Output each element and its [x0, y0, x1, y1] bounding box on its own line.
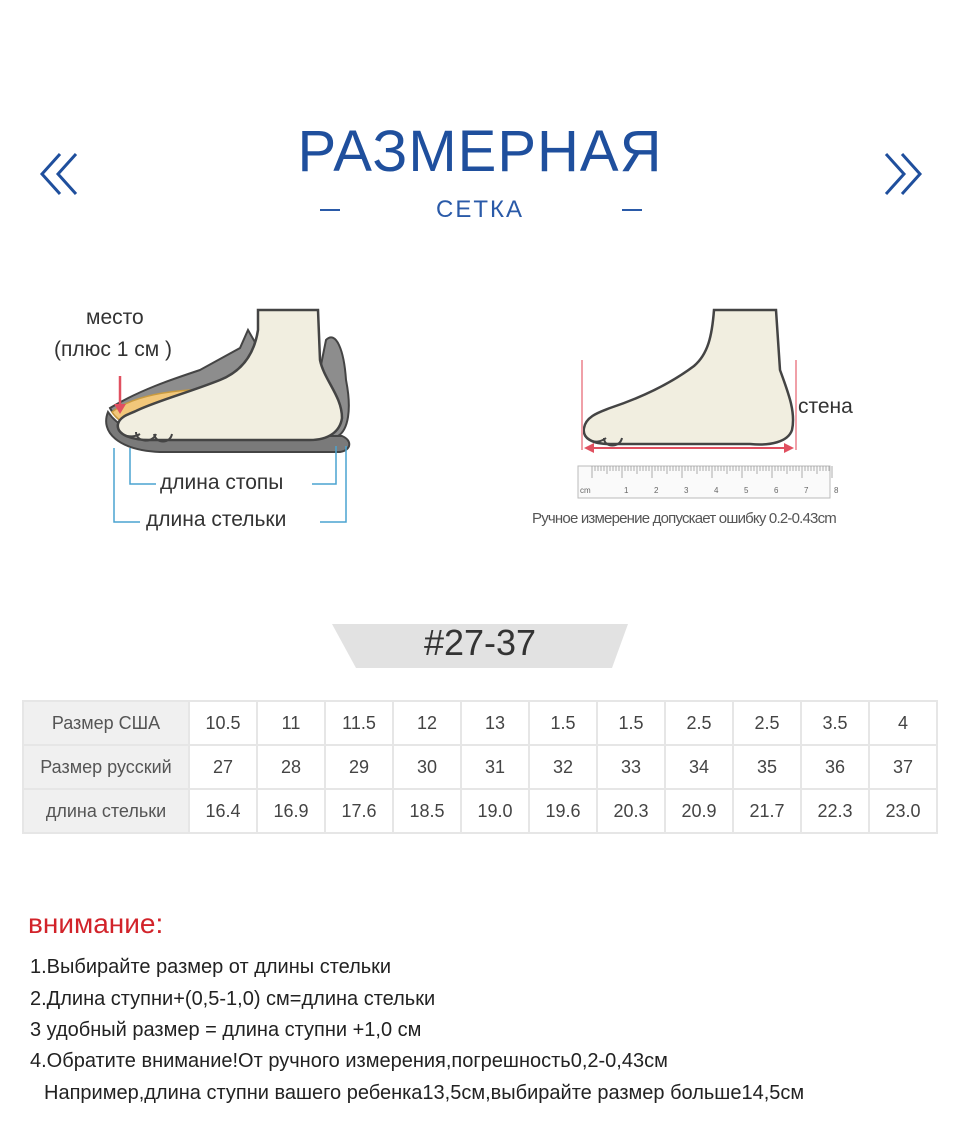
note-line: Например,длина ступни вашего ребенка13,5см,выбирайте размер больше14,5см [44, 1082, 805, 1104]
table-cell: 16.9 [258, 790, 324, 832]
table-cell: 37 [870, 746, 936, 788]
row-header-insole: длина стельки [24, 790, 188, 832]
table-cell: 16.4 [190, 790, 256, 832]
table-cell: 2.5 [666, 702, 732, 744]
table-cell: 19.6 [530, 790, 596, 832]
table-cell: 3.5 [802, 702, 868, 744]
ruler-label: 5 [744, 486, 749, 495]
table-cell: 22.3 [802, 790, 868, 832]
table-cell: 17.6 [326, 790, 392, 832]
table-cell: 1.5 [530, 702, 596, 744]
place-label: место [86, 306, 144, 329]
table-cell: 36 [802, 746, 868, 788]
measurement-note: Ручное измерение допускает ошибку 0.2-0.43cm [532, 510, 836, 527]
table-cell: 18.5 [394, 790, 460, 832]
foot-in-shoe-illustration [90, 300, 370, 540]
ruler-label: 7 [804, 486, 809, 495]
table-cell: 34 [666, 746, 732, 788]
table-cell: 10.5 [190, 702, 256, 744]
table-cell: 11.5 [326, 702, 392, 744]
table-cell: 13 [462, 702, 528, 744]
table-cell: 32 [530, 746, 596, 788]
page-title: РАЗМЕРНАЯ [297, 119, 663, 184]
table-row [24, 790, 936, 832]
row-header-us: Размер США [24, 702, 188, 744]
row-header-ru: Размер русский [24, 746, 188, 788]
attention-heading: внимание: [28, 908, 164, 939]
foot-length-label: длина стопы [160, 471, 284, 494]
size-table [22, 700, 938, 834]
table-cell: 33 [598, 746, 664, 788]
table-cell: 4 [870, 702, 936, 744]
ruler-label: cm [580, 486, 591, 495]
table-row [24, 702, 936, 744]
ruler-label: 2 [654, 486, 659, 495]
table-cell: 29 [326, 746, 392, 788]
table-row [24, 746, 936, 788]
table-cell: 11 [258, 702, 324, 744]
wall-label: стена [798, 395, 853, 418]
table-cell: 27 [190, 746, 256, 788]
ruler-label: 6 [774, 486, 779, 495]
insole-length-label: длина стельки [146, 508, 287, 531]
table-cell: 21.7 [734, 790, 800, 832]
place-sub-label: (плюс 1 см ) [54, 338, 172, 361]
table-cell: 20.9 [666, 790, 732, 832]
ruler-label: 1 [624, 486, 629, 495]
table-cell: 20.3 [598, 790, 664, 832]
table-cell: 28 [258, 746, 324, 788]
table-cell: 12 [394, 702, 460, 744]
subtitle-dash-right [622, 209, 642, 211]
note-line: 3 удобный размер = длина ступни +1,0 см [30, 1019, 422, 1041]
table-cell: 35 [734, 746, 800, 788]
note-line: 1.Выбирайте размер от длины стельки [30, 956, 392, 978]
table-cell: 31 [462, 746, 528, 788]
ruler-label: 3 [684, 486, 689, 495]
note-line: 4.Обратите внимание!От ручного измерения,погрешность0,2-0,43см [30, 1050, 668, 1072]
table-cell: 2.5 [734, 702, 800, 744]
table-cell: 1.5 [598, 702, 664, 744]
table-cell: 23.0 [870, 790, 936, 832]
table-cell: 19.0 [462, 790, 528, 832]
ruler-label: 4 [714, 486, 719, 495]
ruler-label: 8 [834, 486, 839, 495]
size-range-label: #27-37 [423, 622, 537, 663]
table-cell: 30 [394, 746, 460, 788]
note-line: 2.Длина ступни+(0,5-1,0) см=длина стельки [30, 988, 436, 1010]
page-subtitle: СЕТКА [436, 196, 524, 223]
